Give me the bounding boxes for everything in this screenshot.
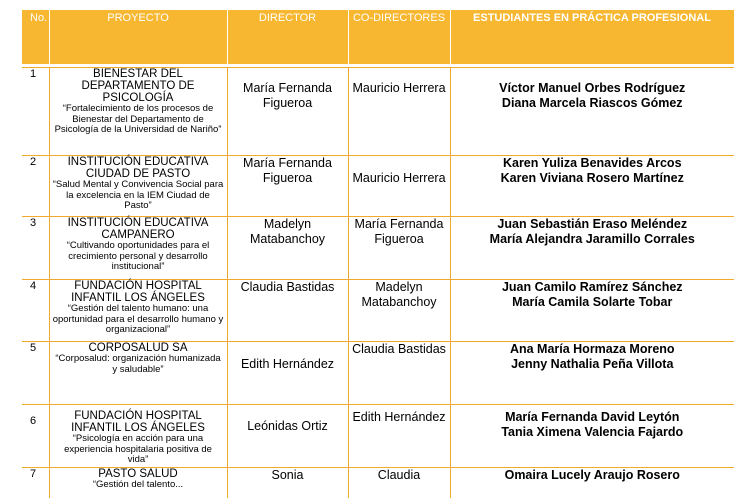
students-cell <box>450 468 734 498</box>
students-cell <box>450 156 734 217</box>
row-num: 7 <box>22 468 49 498</box>
codirector-cell <box>348 280 450 342</box>
student-name: Diana Marcela Riascos Gómez <box>501 96 683 110</box>
table-row <box>22 68 734 156</box>
director-name: María Fernanda Figueroa <box>243 81 332 110</box>
students-cell <box>450 342 734 405</box>
project-org: BIENESTAR DEL DEPARTAMENTO DE PSICOLOGÍA <box>81 68 195 104</box>
director-cell <box>227 342 348 405</box>
codirector-name: Madelyn Matabanchoy <box>361 280 437 309</box>
codirector-name: Edith Hernández <box>352 410 446 424</box>
director-cell <box>227 405 348 468</box>
project-title: “Psicología en acción para una experiencia hospitalaria positiva de vida” <box>64 433 212 465</box>
director-name: Sonia <box>271 468 304 482</box>
row-num: 1 <box>22 68 49 156</box>
project-cell <box>49 156 227 217</box>
project-cell <box>49 468 227 498</box>
project-title: “Fortalecimiento de los procesos de Bienestar del Departamento de Psicología de la Universidad de Nariño” <box>54 103 222 135</box>
table-row <box>22 342 734 405</box>
header-row <box>22 10 734 64</box>
header-director: DIRECTOR <box>227 10 348 64</box>
table-wrapper <box>22 10 734 498</box>
codirector-name: Mauricio Herrera <box>352 81 446 95</box>
student-name: Víctor Manuel Orbes Rodríguez <box>499 81 686 95</box>
project-org: PASTO SALUD <box>98 468 178 480</box>
student-name: Omaira Lucely Araujo Rosero <box>504 468 680 482</box>
project-cell <box>49 405 227 468</box>
students-cell <box>450 217 734 280</box>
director-name: Leónidas Ortiz <box>247 419 328 433</box>
director-cell <box>227 468 348 498</box>
table-row <box>22 405 734 468</box>
director-name: Madelyn Matabanchoy <box>249 217 326 246</box>
student-name: Tania Ximena Valencia Fajardo <box>501 425 684 439</box>
codirector-cell <box>348 468 450 498</box>
table-row <box>22 280 734 342</box>
student-name: Jenny Nathalia Peña Villota <box>511 357 674 371</box>
row-num: 5 <box>22 342 49 405</box>
director-cell <box>227 156 348 217</box>
student-name: Juan Camilo Ramírez Sánchez <box>501 280 683 294</box>
project-cell <box>49 342 227 405</box>
header-num: No. <box>22 10 49 64</box>
table-row <box>22 156 734 217</box>
project-org: INSTITUCIÓN EDUCATIVA CIUDAD DE PASTO <box>67 156 209 180</box>
student-name: María Fernanda David Leytón <box>505 410 680 424</box>
director-cell <box>227 217 348 280</box>
header-students: ESTUDIANTES EN PRÁCTICA PROFESIONAL <box>450 10 734 64</box>
codirector-name: Claudia <box>377 468 421 482</box>
row-num: 4 <box>22 280 49 342</box>
project-org: FUNDACIÓN HOSPITAL INFANTIL LOS ÁNGELES <box>71 410 205 434</box>
header-project: PROYECTO <box>49 10 227 64</box>
student-name: María Camila Solarte Tobar <box>512 295 673 309</box>
codirector-name: Mauricio Herrera <box>352 171 446 185</box>
student-name: Karen Yuliza Benavides Arcos <box>502 156 682 170</box>
project-org: CORPOSALUD SA <box>88 342 188 354</box>
project-title: “Salud Mental y Convivencia Social para la excelencia en la IEM Ciudad de Pasto” <box>52 179 224 211</box>
student-name: Karen Viviana Rosero Martínez <box>500 171 684 185</box>
practice-table <box>22 10 735 498</box>
row-num <box>22 405 49 468</box>
table-row <box>22 217 734 280</box>
project-org: INSTITUCIÓN EDUCATIVA CAMPANERO <box>67 217 209 241</box>
row-num-text: 6 <box>30 415 37 427</box>
director-name: Claudia Bastidas <box>240 280 335 294</box>
student-name: María Alejandra Jaramillo Corrales <box>489 232 695 246</box>
codirector-cell <box>348 405 450 468</box>
project-cell <box>49 280 227 342</box>
director-name: Edith Hernández <box>240 357 335 371</box>
project-cell <box>49 217 227 280</box>
director-name: María Fernanda Figueroa <box>243 156 332 185</box>
students-cell <box>450 280 734 342</box>
codirector-cell <box>348 68 450 156</box>
project-title: “Gestión del talento... <box>92 479 184 490</box>
student-name: Ana María Hormaza Moreno <box>509 342 675 356</box>
project-cell <box>49 68 227 156</box>
codirector-cell <box>348 342 450 405</box>
students-cell <box>450 68 734 156</box>
codirector-cell <box>348 217 450 280</box>
project-title: “Gestión del talento humano: una oportunidad para el desarrollo humano y organizacional” <box>52 303 224 335</box>
header-codirectors: CO-DIRECTORES <box>348 10 450 64</box>
row-num: 3 <box>22 217 49 280</box>
project-org: FUNDACIÓN HOSPITAL INFANTIL LOS ÁNGELES <box>71 280 205 304</box>
students-cell <box>450 405 734 468</box>
project-title: “Cultivando oportunidades para el crecimiento personal y desarrollo institucional” <box>66 240 210 272</box>
codirector-cell <box>348 156 450 217</box>
project-title: “Corposalud: organización humanizada y saludable” <box>55 353 221 375</box>
codirector-name: Claudia Bastidas <box>352 342 446 356</box>
codirector-name: María Fernanda Figueroa <box>354 217 444 246</box>
row-num: 2 <box>22 156 49 217</box>
student-name: Juan Sebastián Eraso Meléndez <box>497 217 688 231</box>
table-row <box>22 468 734 498</box>
director-cell <box>227 68 348 156</box>
director-cell <box>227 280 348 342</box>
